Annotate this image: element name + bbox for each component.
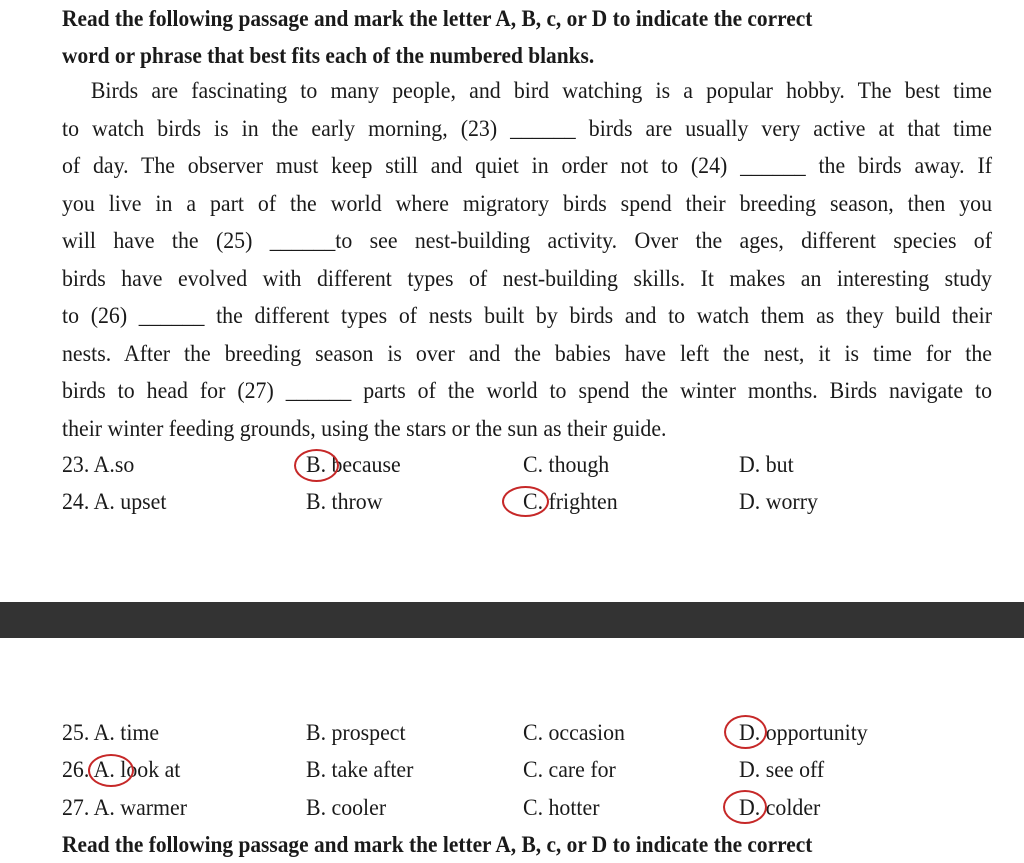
passage-line: of day. The observer must keep still and quiet in order not to (24) ______ the birds away. If <box>62 153 992 179</box>
answer-circle-mark <box>294 449 339 482</box>
option-a: 23. A.so <box>62 452 135 478</box>
passage-line: will have the (25) ______to see nest-building activity. Over the ages, different species of <box>62 228 992 254</box>
passage <box>62 73 992 448</box>
option-d: D. colder <box>739 795 821 821</box>
option-b: B. throw <box>306 489 383 515</box>
option-a: 25. A. time <box>62 720 160 746</box>
option-a: 26. A. look at <box>62 757 181 783</box>
passage-line: Birds are fascinating to many people, and bird watching is a popular hobby. The best time <box>90 78 992 104</box>
answer-circle-mark <box>723 790 767 824</box>
passage-line: their winter feeding grounds, using the stars or the sun as their guide. <box>62 415 667 442</box>
option-c: C. care for <box>523 757 616 783</box>
passage-line: to (26) ______ the different types of nests built by birds and to watch them as they build their <box>62 303 992 329</box>
instruction-heading <box>62 0 899 74</box>
passage-line: birds to head for (27) ______ parts of the world to spend the winter months. Birds navigate to <box>62 378 992 404</box>
instruction-line-2: word or phrase that best fits each of the numbered blanks. <box>62 43 595 68</box>
question-row-23 <box>0 446 1024 484</box>
passage-line: birds have evolved with different types of nest-building skills. It makes an interesting study <box>62 265 992 292</box>
passage-line: you live in a part of the world where migratory birds spend their breeding season, then you <box>62 190 992 217</box>
option-c: C. frighten <box>523 489 618 515</box>
passage-line: nests. After the breeding season is over and the babies have left the nest, it is time for the <box>62 340 992 367</box>
option-c: C. hotter <box>523 795 600 821</box>
option-c: C. though <box>523 452 610 478</box>
option-b: B. prospect <box>306 720 406 746</box>
question-row-27 <box>0 789 1024 827</box>
instruction-line-1: Read the following passage and mark the letter A, B, c, or D to indicate the correct <box>62 6 813 31</box>
option-d: D. see off <box>739 757 825 783</box>
question-row-24 <box>0 483 1024 521</box>
option-b: B. cooler <box>306 795 387 821</box>
option-b: B. take after <box>306 757 414 783</box>
option-d: D. but <box>739 452 794 478</box>
next-instruction-heading: Read the following passage and mark the letter A, B, c, or D to indicate the correct <box>62 832 813 857</box>
answer-circle-mark <box>88 754 134 787</box>
passage-line: to watch birds is in the early morning, (23) ______ birds are usually very active at that time <box>62 115 992 142</box>
option-d: D. opportunity <box>739 720 868 746</box>
option-c: C. occasion <box>523 720 625 746</box>
option-a: 24. A. upset <box>62 489 167 515</box>
question-row-25 <box>0 714 1024 752</box>
option-b: B. because <box>306 452 401 478</box>
answer-circle-mark <box>724 715 767 749</box>
option-d: D. worry <box>739 489 818 515</box>
option-a: 27. A. warmer <box>62 795 188 821</box>
question-row-26 <box>0 751 1024 789</box>
answer-circle-mark <box>502 486 549 517</box>
page-divider-bar <box>0 602 1024 638</box>
